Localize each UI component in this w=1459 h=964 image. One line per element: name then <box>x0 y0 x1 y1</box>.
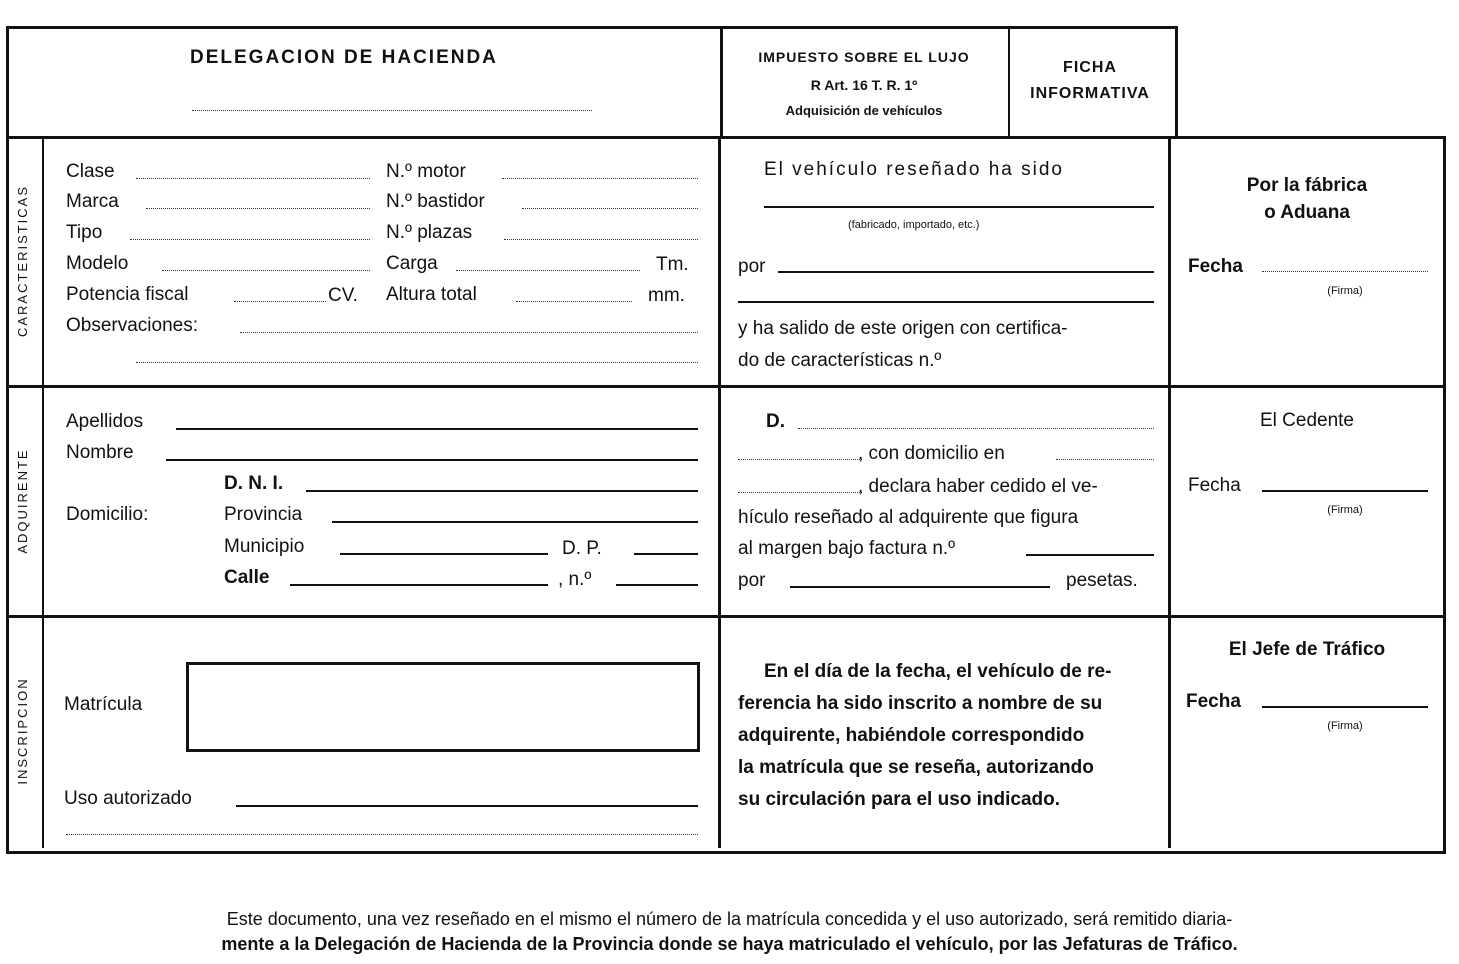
delegacion-line <box>192 110 592 111</box>
field-bastidor <box>522 208 698 209</box>
cesion-d-field <box>798 428 1154 429</box>
field-motor <box>502 178 698 179</box>
field-clase <box>136 178 370 179</box>
label-carga: Carga <box>386 253 438 274</box>
field-uso-2 <box>66 834 698 835</box>
ficha-line1: FICHA <box>1063 59 1117 76</box>
origen-hint: (fabricado, importado, etc.) <box>848 219 980 231</box>
field-tipo <box>130 239 370 240</box>
inscrito-line2: ferencia ha sido inscrito a nombre de su <box>738 693 1103 714</box>
field-apellidos <box>176 428 698 430</box>
trafico-fecha: Fecha <box>1186 691 1241 712</box>
origen-line1: El vehículo reseñado ha sido <box>764 159 1064 180</box>
field-calle <box>290 584 548 586</box>
cesion-declara: , declara haber cedido el ve- <box>858 476 1098 497</box>
field-dp <box>634 553 698 555</box>
origen-field-2 <box>738 301 1154 303</box>
middle-col-divider <box>718 136 721 848</box>
vehicle-info-form <box>6 26 1444 854</box>
header-divider-2 <box>1008 26 1010 136</box>
impuesto-line3: Adquisición de vehículos <box>785 103 943 118</box>
field-uso <box>236 805 698 807</box>
label-numero: , n.º <box>558 569 592 590</box>
impuesto-line2: R Art. 16 T. R. 1º <box>810 77 918 93</box>
label-uso: Uso autorizado <box>64 788 192 809</box>
label-calle: Calle <box>224 567 270 588</box>
right-col-divider <box>1168 136 1171 848</box>
label-motor: N.º motor <box>386 161 466 182</box>
section-label-adquirente: ADQUIRENTE <box>15 448 30 554</box>
cesion-por-field <box>790 586 1050 588</box>
unit-altura: mm. <box>648 285 685 306</box>
matricula-box <box>186 662 700 752</box>
field-municipio <box>340 553 548 555</box>
label-marca: Marca <box>66 191 119 212</box>
label-potencia: Potencia fiscal <box>66 284 189 305</box>
fabrica-fecha: Fecha <box>1188 256 1243 277</box>
fabrica-title2: o Aduana <box>1264 202 1350 223</box>
origen-por: por <box>738 256 766 277</box>
label-altura: Altura total <box>386 284 477 305</box>
cesion-pesetas: pesetas. <box>1066 570 1138 591</box>
trafico-fecha-field <box>1262 706 1428 708</box>
fabrica-firma: (Firma) <box>1327 285 1363 297</box>
label-clase: Clase <box>66 161 115 182</box>
cesion-domicilio-field <box>738 459 862 460</box>
label-apellidos: Apellidos <box>66 411 144 432</box>
field-observaciones-1 <box>240 332 698 333</box>
unit-potencia: CV. <box>328 285 358 306</box>
cesion-line3: hículo reseñado al adquirente que figura <box>738 507 1079 528</box>
fabrica-fecha-field <box>1262 271 1428 272</box>
trafico-firma: (Firma) <box>1327 720 1363 732</box>
cesion-domicilio: , con domicilio en <box>858 443 1005 464</box>
label-dp: D. P. <box>562 538 602 559</box>
field-dni <box>306 490 698 492</box>
origen-line3: do de características n.º <box>738 350 942 371</box>
cesion-factura-field <box>1026 554 1154 556</box>
section-label-caracteristicas: CARACTERISTICAS <box>15 184 30 338</box>
unit-carga: Tm. <box>656 254 689 275</box>
label-modelo: Modelo <box>66 253 129 274</box>
label-provincia: Provincia <box>224 504 303 525</box>
label-plazas: N.º plazas <box>386 222 473 243</box>
footer-line1: Este documento, una vez reseñado en el mismo el número de la matrícula concedida y el uso autorizado, será remitido diaria- <box>226 909 1233 929</box>
field-marca <box>146 208 370 209</box>
inscrito-line3: adquirente, habiéndole correspondido <box>738 725 1085 746</box>
cesion-domicilio-field-2 <box>1056 459 1154 460</box>
ficha-line2: INFORMATIVA <box>1030 85 1150 102</box>
trafico-title: El Jefe de Tráfico <box>1228 639 1386 660</box>
origen-line2: y ha salido de este origen con certifica- <box>738 318 1068 339</box>
cesion-declara-field <box>738 492 862 493</box>
cedente-title: El Cedente <box>1259 410 1354 431</box>
label-nombre: Nombre <box>66 442 134 463</box>
cedente-fecha-field <box>1262 490 1428 492</box>
field-altura <box>516 301 632 302</box>
inscrito-line5: su circulación para el uso indicado. <box>738 789 1061 810</box>
label-dni: D. N. I. <box>224 473 284 494</box>
label-tipo: Tipo <box>66 222 103 243</box>
label-observaciones: Observaciones: <box>66 315 199 336</box>
cedente-firma: (Firma) <box>1327 504 1363 516</box>
field-nombre <box>166 459 698 461</box>
cesion-line4: al margen bajo factura n.º <box>738 538 956 559</box>
label-domicilio: Domicilio: <box>66 504 149 525</box>
field-potencia <box>234 301 326 302</box>
cesion-d: D. <box>766 411 785 432</box>
field-observaciones-2 <box>136 362 698 363</box>
footer-line2: mente a la Delegación de Hacienda de la Provincia donde se haya matriculado el vehículo, por las Jefaturas de Tráfico. <box>221 934 1238 954</box>
field-provincia <box>332 521 698 523</box>
row-divider-1 <box>6 385 1443 388</box>
inscrito-line1: En el día de la fecha, el vehículo de re- <box>764 661 1112 682</box>
delegacion-title: DELEGACION DE HACIENDA <box>190 47 498 68</box>
inscrito-line4: la matrícula que se reseña, autorizando <box>738 757 1094 778</box>
field-numero <box>616 584 698 586</box>
row-divider-2 <box>6 615 1443 618</box>
impuesto-line1: IMPUESTO SOBRE EL LUJO <box>758 49 970 65</box>
field-carga <box>456 270 640 271</box>
origen-field <box>764 206 1154 208</box>
section-col-divider <box>42 136 44 848</box>
label-matricula: Matrícula <box>64 694 143 715</box>
field-plazas <box>504 239 698 240</box>
label-municipio: Municipio <box>224 536 305 557</box>
label-bastidor: N.º bastidor <box>386 191 485 212</box>
fabrica-title1: Por la fábrica <box>1246 175 1368 196</box>
origen-por-field <box>778 271 1154 273</box>
cesion-por: por <box>738 570 766 591</box>
cedente-fecha: Fecha <box>1188 475 1241 496</box>
section-label-inscripcion: INSCRIPCION <box>15 677 30 785</box>
field-modelo <box>162 270 370 271</box>
